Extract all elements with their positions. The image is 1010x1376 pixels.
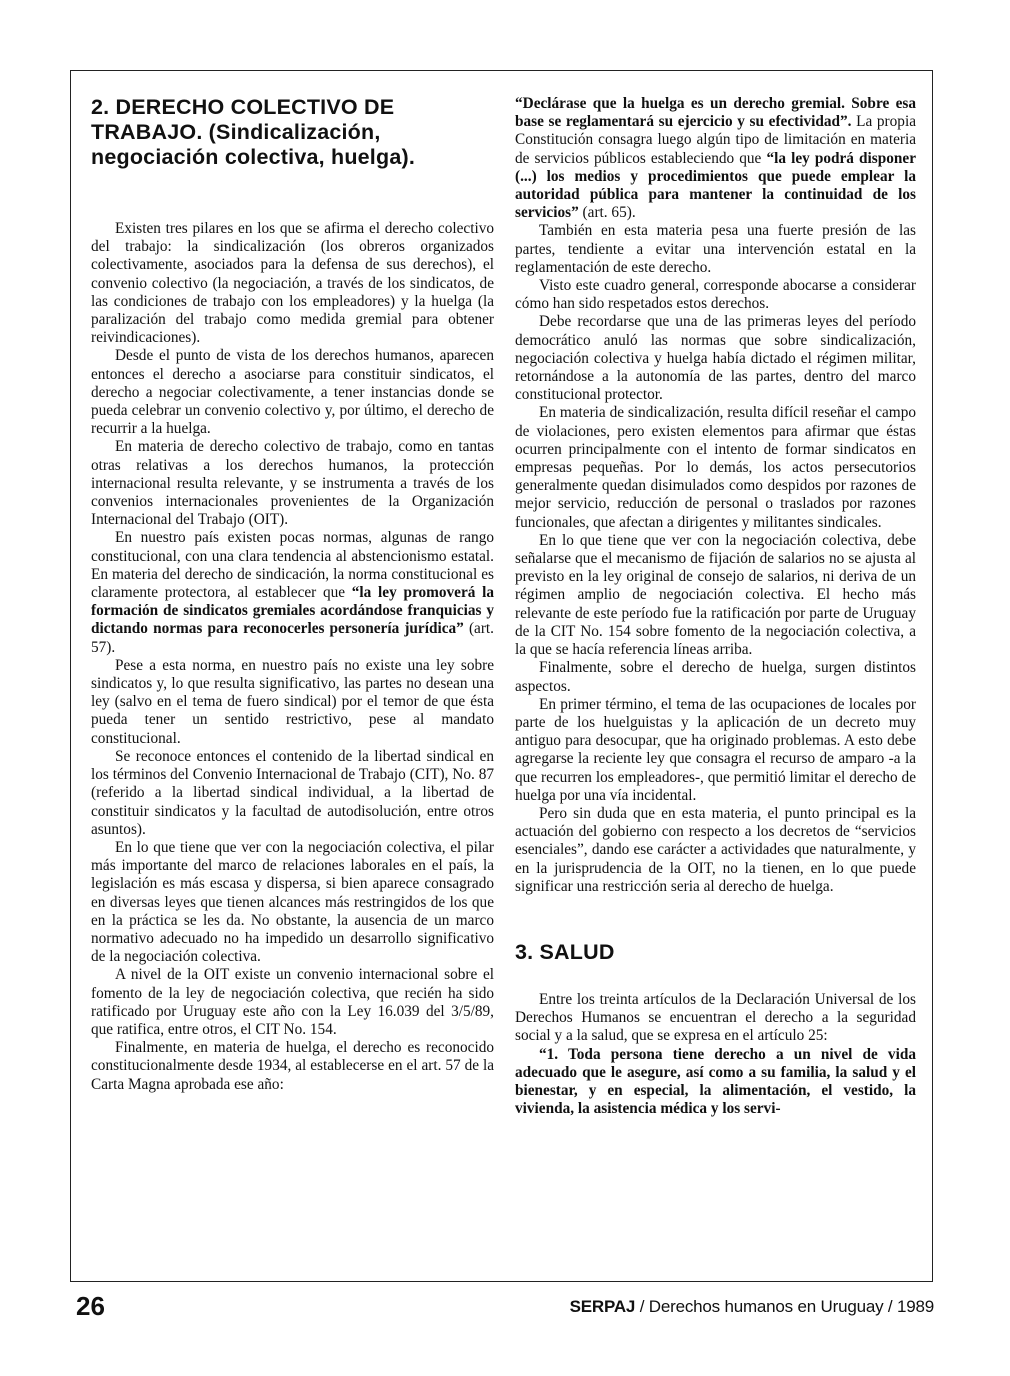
paragraph: También en esta materia pesa una fuerte presión de las partes, tendiente a evitar una intervención estatal en la reglamentación de este derecho. <box>515 222 916 276</box>
paragraph <box>91 529 494 656</box>
left-column <box>91 95 494 1094</box>
paragraph: Pese a esta norma, en nuestro país no existe una ley sobre sindicatos y, lo que resulta significativo, las partes no desean una ley (salvo en el tema de fuero sindical) por el temor de que ésta pueda tener un sentido restrictivo, pese al mandato constitucional. <box>91 656 494 747</box>
text: (art. 57). <box>91 620 494 656</box>
paragraph: Desde el punto de vista de los derechos humanos, aparecen entonces el derecho a asociarse para constituir sindicatos, el derecho a negociar colectivamente, a tener instancias donde se pueda celebrar un convenio colectivo y, por último, el derecho de recurrir a la huelga. <box>91 347 494 438</box>
paragraph: Entre los treinta artículos de la Declaración Universal de los Derechos Humanos se encuentran el derecho a la seguridad social y a la salud, que se expresa en el artículo 25: <box>515 990 916 1045</box>
paragraph: Finalmente, en materia de huelga, el derecho es reconocido constitucionalmente desde 1934, al establecerse en el art. 57 de la Carta Magna aprobada ese año: <box>91 1039 494 1093</box>
text: (art. 65). <box>578 204 636 222</box>
paragraph: En lo que tiene que ver con la negociación colectiva, el pilar más importante del marco de relaciones laborales en el país, la legislación es más escasa y dispersa, si bien aparece consagrado en diversas leyes que tienen alcances más restringidos de los que en la práctica se les da. No obstante, la ausencia de un marco normativo adecuado no ha impedido un desarrollo significativo de la negociación colectiva. <box>91 838 494 966</box>
constitution-quote: “la ley podrá disponer (...) los medios y procedimientos que puede emplear la autoridad pública para mantener la continuidad de los servicios” <box>515 149 916 222</box>
section-3-title: 3. SALUD <box>515 939 615 964</box>
paragraph: En materia de sindicalización, resulta difícil reseñar el campo de violaciones, pero existen elementos para afirmar que éstas ocurren principalmente con el intento de formar sindicatos en empresas pequeñas. Por lo demás, los actos persecutorios generalmente quedan disimulados como despidos por razones de mejor servicio, reducción de personal o traslados por razones funcionales, que afectan a dirigentes y militantes sindicales. <box>515 404 916 531</box>
paragraph: Pero sin duda que en esta materia, el punto principal es la actuación del gobierno con respecto a los decretos de “servicios esenciales”, dando ese carácter a actividades que naturalmente, y en la jurisprudencia de la OIT, no la tienen, en lo que puede significar una restricción seria al derecho de huelga. <box>515 804 916 895</box>
constitution-quote: “la ley promoverá la formación de sindicatos gremiales acordándose franquicias y dictando normas para reconocerles personería jurídica” <box>91 584 495 638</box>
paragraph: Se reconoce entonces el contenido de la libertad sindical en los términos del Convenio Internacional de Trabajo (CIT), No. 87 (referido a la libertad sindical individual, a la libertad de constituir sindicatos y la facultad de autodisolución, entre otros asuntos). <box>91 747 494 838</box>
publication-title: / Derechos humanos en Uruguay / 1989 <box>635 1297 934 1316</box>
page-number: 26 <box>76 1291 105 1321</box>
paragraph: En lo que tiene que ver con la negociación colectiva, debe señalarse que el mecanismo de fijación de salarios no se ajusta al previsto en la ley original de consejo de salarios, ni deriva de un régimen amplio de negociación colectiva. El hecho más relevante de este período fue la ratificación por parte de Uruguay de la CIT No. 154 sobre fomento de la negociación colectiva, a la que se hacía referencia líneas arriba. <box>515 531 916 659</box>
paragraph <box>515 95 916 222</box>
publisher-name: SERPAJ <box>569 1297 636 1316</box>
paragraph: Existen tres pilares en los que se afirma el derecho colectivo del trabajo: la sindicalización (los obreros organizados colectivamente, asociados para la defensa de sus derechos), el convenio colectivo (la negociación, a través de los sindicatos, de las condiciones de trabajo con los empleadores) y la huelga (la paralización del trabajo como medida gremial para obtener reivindicaciones). <box>91 220 494 347</box>
declaration-quote <box>515 1046 916 1119</box>
running-footer <box>570 1297 934 1317</box>
text: En nuestro país existen pocas normas, algunas de rango constitucional, con una clara tendencia al abstencionismo estatal. En materia del derecho de sindicación, la norma constitucional es claramente protectora, al establecer que <box>91 529 494 602</box>
paragraph: Finalmente, sobre el derecho de huelga, surgen distintos aspectos. <box>515 659 916 695</box>
article-25-quote: “1. Toda persona tiene derecho a un nivel de vida adecuado que le asegure, así como a su familia, la salud y el bienestar, y en especial, la alimentación, el vestido, la vivienda, la asistencia médica y los servi- <box>515 1045 916 1118</box>
paragraph: En materia de derecho colectivo de trabajo, como en tantas otras relativas a los derechos humanos, la protección internacional resulta relevante, y se instrumenta a través de los convenios internacionales provenientes de la Organización Internacional del Trabajo (OIT). <box>91 438 494 529</box>
paragraph: En primer término, el tema de las ocupaciones de locales por parte de los huelguistas y la aplicación de un decreto muy antiguo para desocupar, que ha originado problemas. A esto debe agregarse la reciente ley que consagra el recurso de amparo -a la que recurren los empleadores-, que permitió limitar el derecho de huelga por una vía incidental. <box>515 695 916 804</box>
paragraph: Debe recordarse que una de las primeras leyes del período democrático anuló las normas que sobre sindicalización, negociación colectiva y huelga había dictado el régimen militar, retornándose a la autonomía de las partes, dentro del marco constitucional protector. <box>515 313 916 404</box>
paragraph: Visto este cuadro general, corresponde abocarse a considerar cómo han sido respetados estos derechos. <box>515 277 916 313</box>
text: La propia Constitución consagra luego algún tipo de limitación en materia de servicios públicos estableciendo que <box>515 113 916 167</box>
section-2-title: 2. DERECHO COLECTIVO DE TRABAJO. (Sindicalización, negociación colectiva, huelga). <box>91 95 416 169</box>
paragraph: A nivel de la OIT existe un convenio internacional sobre el fomento de la ley de negociación colectiva, que recién ha sido ratificado por Uruguay este año con la Ley 16.039 del 3/5/89, que ratifica, entre otros, el CIT No. 154. <box>91 966 494 1038</box>
constitution-quote: “Declárase que la huelga es un derecho gremial. Sobre esa base se reglamentará su ejercicio y su efectividad”. <box>515 95 916 131</box>
right-column <box>515 95 916 1118</box>
